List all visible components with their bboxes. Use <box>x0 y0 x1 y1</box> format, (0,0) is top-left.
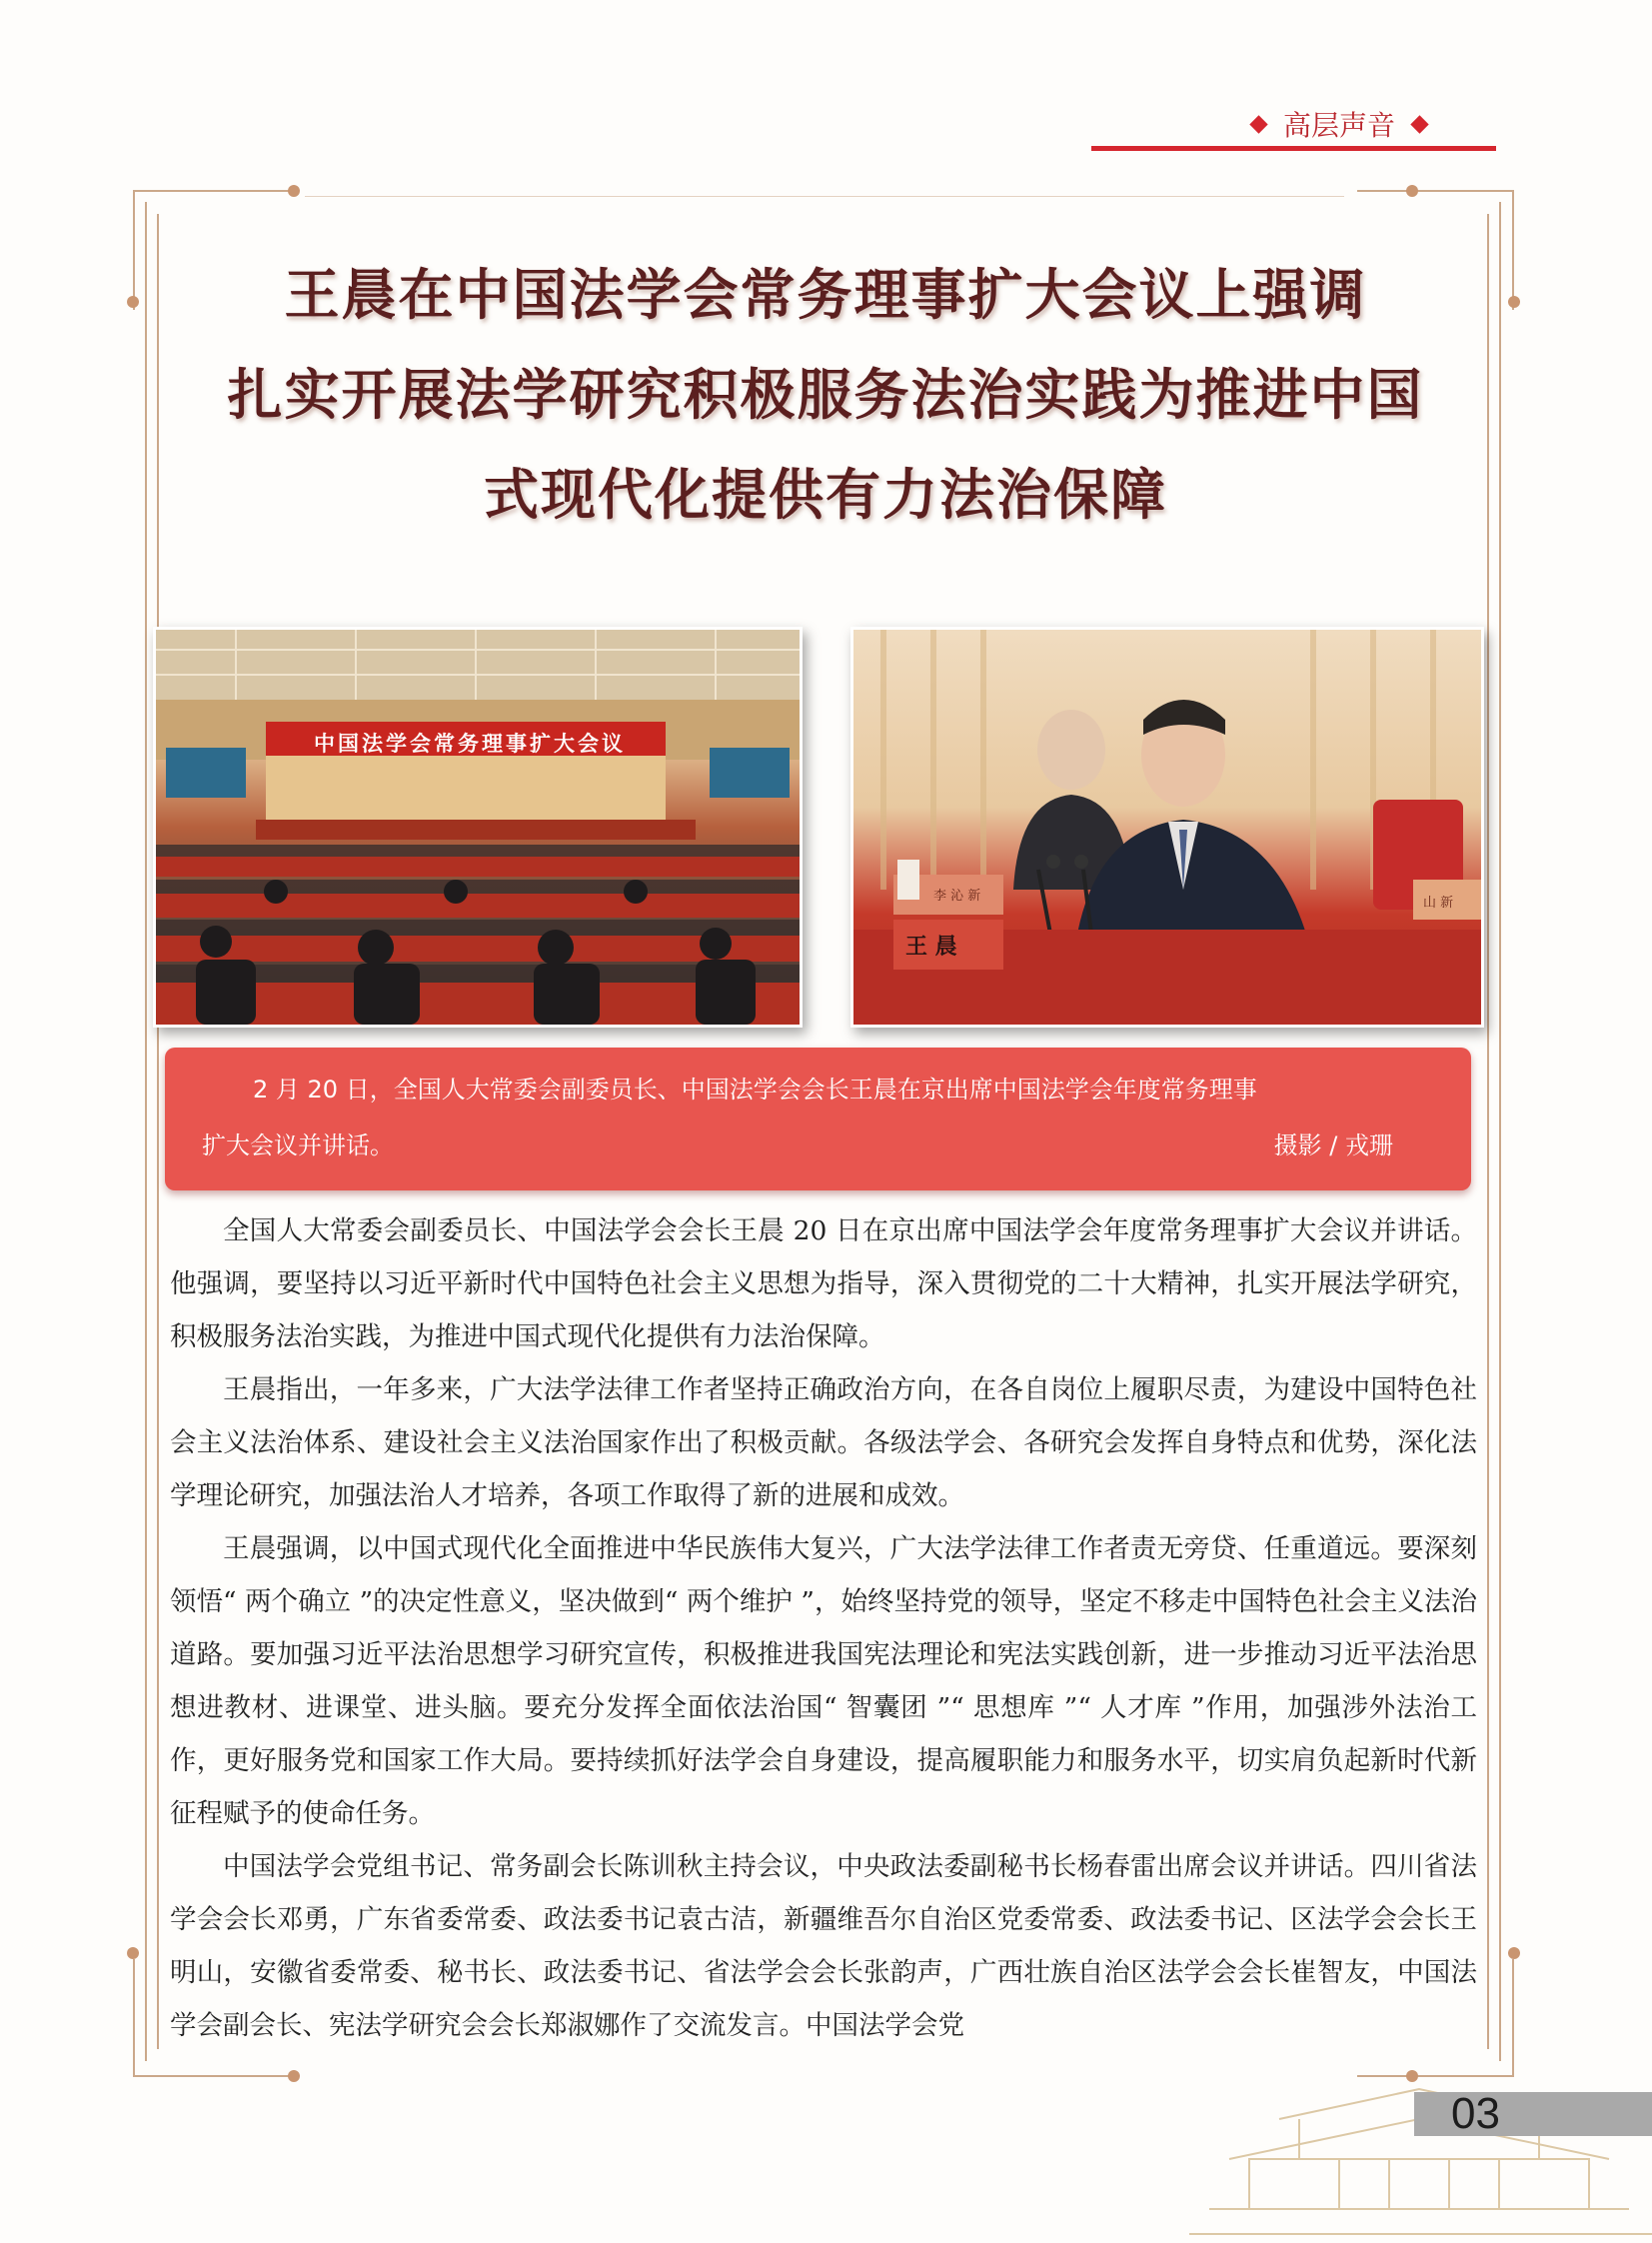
section-underline <box>1091 146 1496 151</box>
section-tag-label: 高层声音 <box>1282 109 1395 142</box>
speaker-photo <box>850 627 1484 1028</box>
title-line-1: 王晨在中国法学会常务理事扩大会议上强调 <box>284 263 1367 327</box>
tiananmen-line-art <box>1189 2059 1652 2243</box>
caption-line-1: 2 月 20 日，全国人大常委会副委员长、中国法学会会长王晨在京出席中国法学会年度常务理事 <box>253 1076 1257 1104</box>
page-number-band <box>1414 2092 1652 2136</box>
article-body <box>170 1204 1477 2052</box>
section-tag <box>1234 104 1444 144</box>
diamond-icon <box>1410 115 1428 133</box>
title-line-2: 扎实开展法学研究积极服务法治实践为推进中国 <box>227 363 1424 427</box>
article-title <box>150 245 1501 545</box>
meeting-banner-text: 中国法学会常务理事扩大会议 <box>314 732 626 756</box>
photo-caption <box>165 1048 1471 1190</box>
meeting-hall-illustration <box>156 630 800 1025</box>
nameplate-neighbor: 李 沁 新 <box>933 889 981 904</box>
nameplate-wang-chen: 王 晨 <box>905 934 957 960</box>
speaker-illustration <box>853 630 1481 1025</box>
caption-line-2: 扩大会议并讲话。 <box>202 1131 394 1159</box>
photo-credit: 摄影 / 戎珊 <box>1273 1131 1393 1159</box>
paragraph-1: 全国人大常委会副委员长、中国法学会会长王晨 20 日在京出席中国法学会年度常务理事扩大会议并讲话。他强调，要坚持以习近平新时代中国特色社会主义思想为指导，深入贯彻党的二十大精神，扎实开展法学研究，积极服务法治实践，为推进中国式现代化提供有力法治保障。 <box>170 1215 1477 1352</box>
title-line-3: 式现代化提供有力法治保障 <box>483 463 1167 527</box>
paragraph-3: 王晨强调，以中国式现代化全面推进中华民族伟大复兴，广大法学法律工作者责无旁贷、任重道远。要深刻领悟“ 两个确立 ”的决定性意义，坚决做到“ 两个维护 ”，始终坚持党的领导，坚定不移走中国特色社会主义法治道路。要加强习近平法治思想学习研究宣传，积极推进我国宪法理论和宪法实践创新，进一步推动习近平法治思想进教材、进课堂、进头脑。要充分发挥全面依法治国“ 智囊团 ”“ 思想库 ”“ 人才库 ”作用，加强涉外法治工作，更好服务党和国家工作大局。要持续抓好法学会自身建设，提高履职能力和服务水平，切实肩负起新时代新征程赋予的使命任务。 <box>170 1533 1477 1829</box>
paragraph-4: 中国法学会党组书记、常务副会长陈训秋主持会议，中央政法委副秘书长杨春雷出席会议并讲话。四川省法学会会长邓勇，广东省委常委、政法委书记袁古洁，新疆维吾尔自治区党委常委、政法委书记、区法学会会长王明山，安徽省委常委、秘书长、政法委书记、省法学会会长张韵声，广西壮族自治区法学会会长崔智友，中国法学会副会长、宪法学研究会会长郑淑娜作了交流发言。中国法学会党 <box>170 1851 1477 2041</box>
diamond-icon <box>1249 115 1267 133</box>
meeting-hall-photo <box>153 627 803 1028</box>
page-number: 03 <box>1451 2089 1500 2138</box>
paragraph-2: 王晨指出，一年多来，广大法学法律工作者坚持正确政治方向，在各自岗位上履职尽责，为建设中国特色社会主义法治体系、建设社会主义法治国家作出了积极贡献。各级法学会、各研究会发挥自身特点和优势，深化法学理论研究，加强法治人才培养，各项工作取得了新的进展和成效。 <box>170 1374 1477 1511</box>
nameplate-right: 山 新 <box>1423 896 1454 911</box>
